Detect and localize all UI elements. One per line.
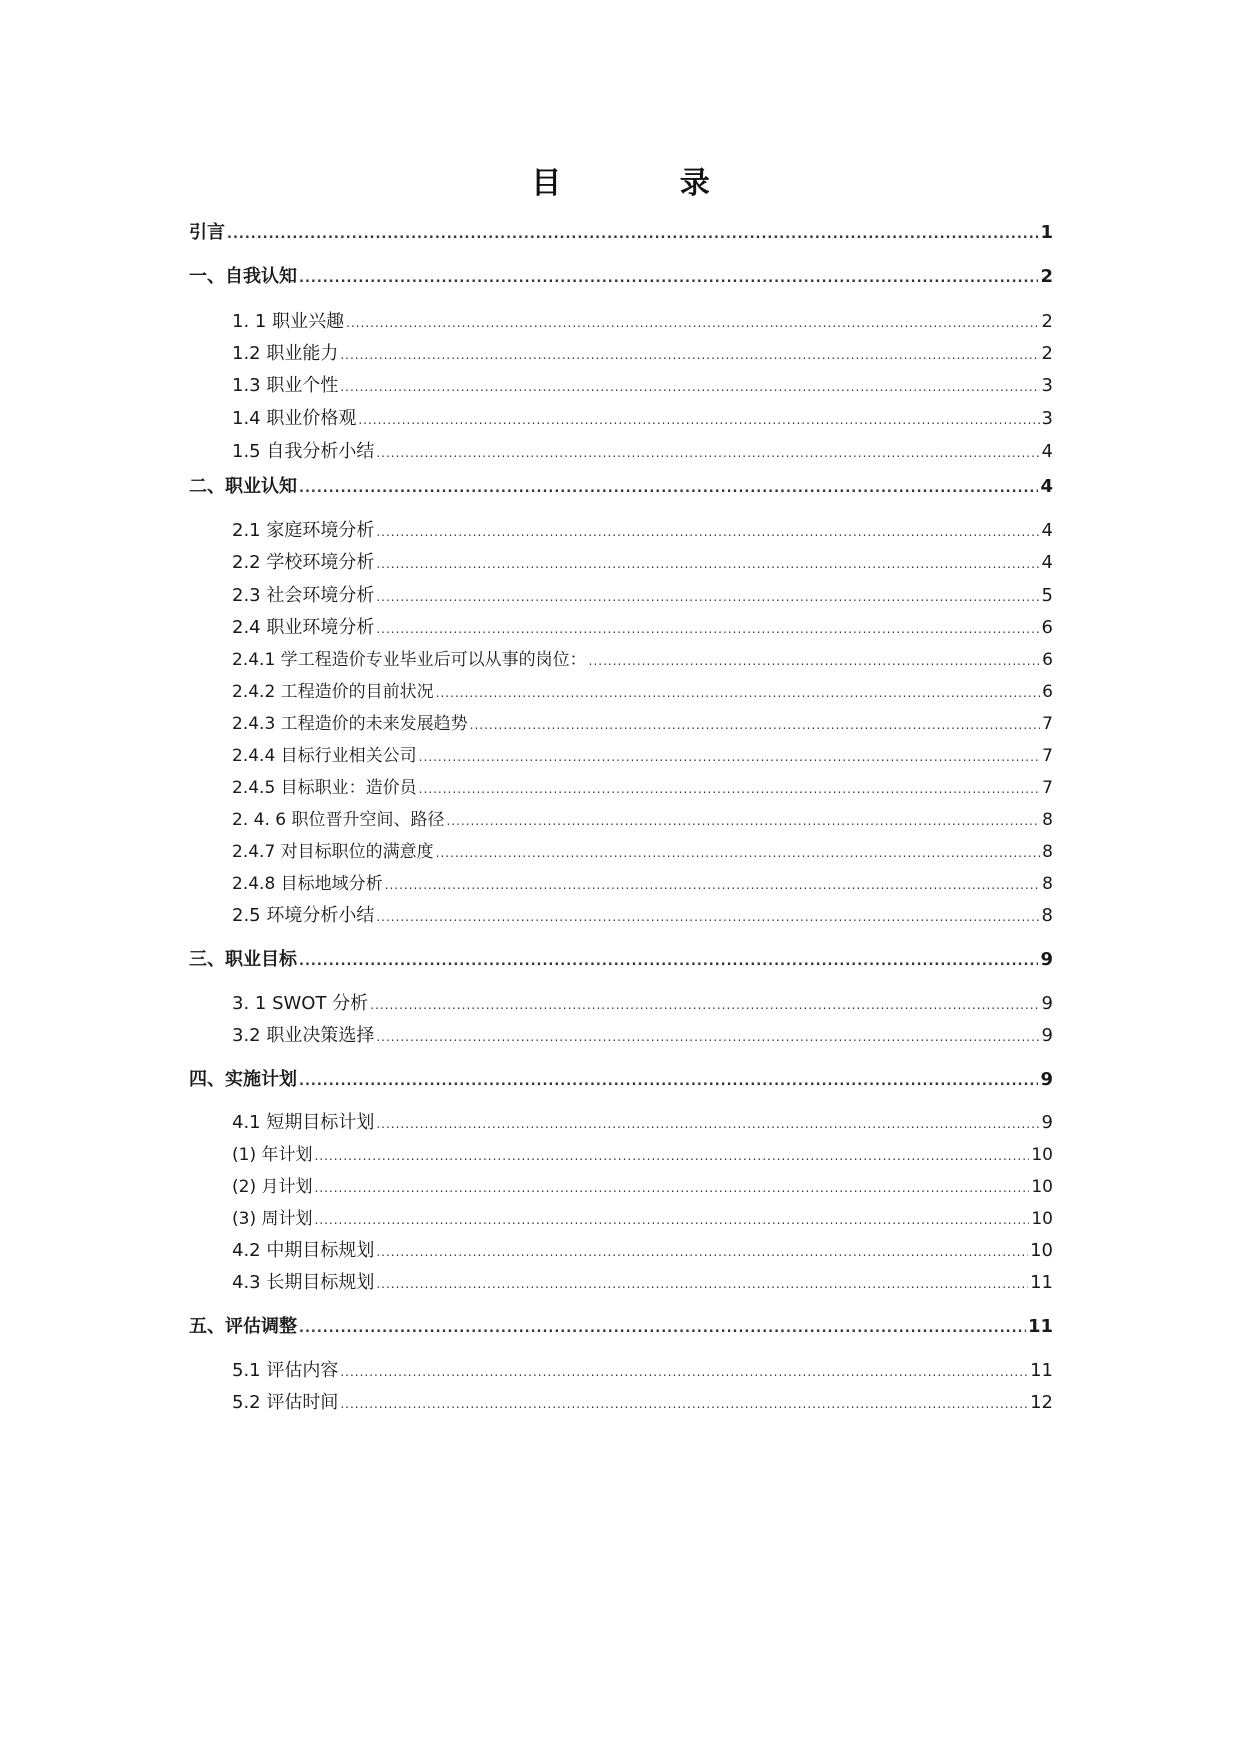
- toc-page-number: 4: [1041, 552, 1053, 573]
- toc-section-entry[interactable]: [232, 1172, 1053, 1197]
- toc-entry-label: 五、评估调整: [189, 1316, 297, 1337]
- toc-page-number: 8: [1041, 905, 1053, 926]
- toc-page-number: 9: [1041, 1112, 1053, 1133]
- toc-page-number: 8: [1042, 874, 1053, 894]
- toc-dot-leader: [299, 954, 1038, 969]
- toc-chapter-entry[interactable]: [189, 472, 1053, 498]
- toc-entry-label: 2.3 社会环境分析: [232, 585, 375, 606]
- toc-entry-label: 5.2 评估时间: [232, 1392, 339, 1413]
- toc-page-number: 10: [1031, 1177, 1053, 1197]
- toc-dot-leader: [376, 525, 1039, 539]
- toc-section-entry[interactable]: [232, 1236, 1053, 1262]
- toc-entry-label: 引言: [189, 222, 225, 243]
- toc-page-number: 10: [1030, 1240, 1053, 1261]
- toc-section-entry[interactable]: [232, 901, 1053, 927]
- toc-section-entry[interactable]: [232, 805, 1053, 830]
- toc-dot-leader: [340, 1365, 1028, 1379]
- toc-section-entry[interactable]: [232, 989, 1053, 1015]
- toc-entry-label: 2.4.8 目标地域分析: [232, 874, 383, 894]
- toc-entry-label: (1) 年计划: [232, 1145, 313, 1165]
- toc-page-number: 7: [1042, 746, 1053, 766]
- toc-entry-label: 2.4.7 对目标职位的满意度: [232, 842, 434, 862]
- toc-dot-leader: [470, 718, 1041, 732]
- toc-entry-label: 2. 4. 6 职位晋升空间、路径: [232, 810, 445, 830]
- toc-dot-leader: [376, 1117, 1039, 1131]
- toc-entry-label: 1. 1 职业兴趣: [232, 311, 345, 332]
- toc-page-number: 9: [1041, 993, 1053, 1014]
- page-title: 目 录: [531, 166, 764, 201]
- toc-section-entry[interactable]: [232, 516, 1053, 542]
- toc-page-number: 10: [1031, 1145, 1053, 1165]
- toc-section-entry[interactable]: [232, 837, 1053, 862]
- toc-page-number: 9: [1040, 949, 1053, 970]
- toc-entry-label: 1.3 职业个性: [232, 375, 339, 396]
- toc-dot-leader: [376, 590, 1039, 604]
- toc-dot-leader: [376, 1245, 1028, 1259]
- toc-section-entry[interactable]: [232, 677, 1053, 702]
- toc-section-entry[interactable]: [232, 1388, 1053, 1414]
- toc-page-number: 3: [1041, 408, 1053, 429]
- toc-dot-leader: [340, 348, 1039, 362]
- toc-dot-leader: [314, 1149, 1029, 1163]
- toc-page-number: 2: [1041, 343, 1053, 364]
- toc-dot-leader: [346, 316, 1039, 330]
- toc-entry-label: 2.4.1 学工程造价专业毕业后可以从事的岗位：: [232, 650, 587, 670]
- toc-entry-label: 一、自我认知: [189, 266, 297, 287]
- toc-dot-leader: [340, 380, 1039, 394]
- toc-chapter-entry[interactable]: [189, 1065, 1053, 1091]
- toc-section-entry[interactable]: [232, 1021, 1053, 1047]
- toc-entry-label: 5.1 评估内容: [232, 1360, 339, 1381]
- toc-entry-label: 2.2 学校环境分析: [232, 552, 375, 573]
- toc-entry-label: (2) 月计划: [232, 1177, 313, 1197]
- toc-section-entry[interactable]: [232, 307, 1053, 333]
- toc-dot-leader: [370, 998, 1039, 1012]
- toc-entry-label: 4.1 短期目标计划: [232, 1112, 375, 1133]
- toc-section-entry[interactable]: [232, 548, 1053, 574]
- toc-entry-label: 二、职业认知: [189, 476, 297, 497]
- toc-page-number: 2: [1040, 266, 1053, 287]
- toc-entry-label: 2.5 环境分析小结: [232, 905, 375, 926]
- toc-section-entry[interactable]: [232, 1108, 1053, 1134]
- toc-dot-leader: [314, 1181, 1029, 1195]
- toc-section-entry[interactable]: [232, 371, 1053, 397]
- toc-page-number: 6: [1041, 617, 1053, 638]
- toc-entry-label: 2.1 家庭环境分析: [232, 520, 375, 541]
- toc-section-entry[interactable]: [232, 741, 1053, 766]
- toc-section-entry[interactable]: [232, 613, 1053, 639]
- toc-section-entry[interactable]: [232, 1268, 1053, 1294]
- toc-entry-label: 4.2 中期目标规划: [232, 1240, 375, 1261]
- toc-page-number: 4: [1041, 441, 1053, 462]
- toc-page-number: 4: [1041, 520, 1053, 541]
- toc-dot-leader: [340, 1397, 1028, 1411]
- toc-page-number: 6: [1042, 650, 1053, 670]
- toc-section-entry[interactable]: [232, 581, 1053, 607]
- toc-entry-label: 3.2 职业决策选择: [232, 1025, 375, 1046]
- toc-page-number: 5: [1041, 585, 1053, 606]
- toc-entry-label: 2.4.4 目标行业相关公司: [232, 746, 417, 766]
- toc-dot-leader: [376, 622, 1039, 636]
- toc-entry-label: 四、实施计划: [189, 1069, 297, 1090]
- toc-section-entry[interactable]: [232, 869, 1053, 894]
- toc-entry-label: (3) 周计划: [232, 1209, 313, 1229]
- toc-entry-label: 三、职业目标: [189, 949, 297, 970]
- toc-entry-label: 2.4.5 目标职业：造价员: [232, 778, 417, 798]
- toc-page-number: 7: [1042, 778, 1053, 798]
- toc-section-entry[interactable]: [232, 339, 1053, 365]
- toc-entry-label: 1.4 职业价格观: [232, 408, 357, 429]
- toc-dot-leader: [436, 686, 1041, 700]
- toc-dot-leader: [299, 1074, 1038, 1089]
- toc-page-number: 8: [1042, 810, 1053, 830]
- toc-page-number: 2: [1041, 311, 1053, 332]
- toc-dot-leader: [299, 271, 1038, 286]
- toc-section-entry[interactable]: [232, 437, 1053, 463]
- toc-chapter-entry[interactable]: [189, 218, 1053, 244]
- toc-dot-leader: [376, 1030, 1039, 1044]
- toc-section-entry[interactable]: [232, 1140, 1053, 1165]
- toc-dot-leader: [314, 1213, 1029, 1227]
- toc-page-number: 7: [1042, 714, 1053, 734]
- toc-dot-leader: [376, 446, 1039, 460]
- toc-chapter-entry[interactable]: [189, 945, 1053, 971]
- toc-dot-leader: [385, 878, 1041, 892]
- toc-page-number: 10: [1031, 1209, 1053, 1229]
- toc-dot-leader: [376, 910, 1039, 924]
- toc-section-entry[interactable]: [232, 404, 1053, 430]
- toc-dot-leader: [419, 750, 1041, 764]
- toc-chapter-entry[interactable]: [189, 262, 1053, 288]
- toc-dot-leader: [227, 227, 1038, 242]
- toc-page-number: 11: [1027, 1316, 1053, 1337]
- toc-entry-label: 1.5 自我分析小结: [232, 441, 375, 462]
- toc-entry-label: 1.2 职业能力: [232, 343, 339, 364]
- toc-page-number: 9: [1041, 1025, 1053, 1046]
- toc-page-number: 8: [1042, 842, 1053, 862]
- toc-entry-label: 4.3 长期目标规划: [232, 1272, 375, 1293]
- toc-page-number: 9: [1040, 1069, 1053, 1090]
- toc-section-entry[interactable]: [232, 773, 1053, 798]
- toc-page-number: 12: [1030, 1392, 1053, 1413]
- toc-entry-label: 3. 1 SWOT 分析: [232, 993, 369, 1014]
- toc-dot-leader: [376, 1277, 1028, 1291]
- toc-page-number: 11: [1030, 1360, 1053, 1381]
- toc-page-number: 11: [1030, 1272, 1053, 1293]
- toc-section-entry[interactable]: [232, 1356, 1053, 1382]
- toc-entry-label: 2.4.2 工程造价的目前状况: [232, 682, 434, 702]
- toc-dot-leader: [436, 846, 1041, 860]
- toc-entry-label: 2.4 职业环境分析: [232, 617, 375, 638]
- toc-dot-leader: [446, 814, 1040, 828]
- toc-page-number: 4: [1040, 476, 1053, 497]
- toc-dot-leader: [589, 654, 1041, 668]
- toc-chapter-entry[interactable]: [189, 1312, 1053, 1338]
- toc-dot-leader: [376, 557, 1039, 571]
- toc-section-entry[interactable]: [232, 709, 1053, 734]
- toc-entry-label: 2.4.3 工程造价的未来发展趋势: [232, 714, 468, 734]
- toc-section-entry[interactable]: [232, 1204, 1053, 1229]
- toc-dot-leader: [299, 1321, 1026, 1336]
- toc-dot-leader: [419, 782, 1041, 796]
- toc-page-number: 1: [1040, 222, 1053, 243]
- toc-page-number: 3: [1041, 375, 1053, 396]
- toc-page-number: 6: [1042, 682, 1053, 702]
- toc-section-entry[interactable]: [232, 645, 1053, 670]
- toc-dot-leader: [299, 481, 1038, 496]
- toc-dot-leader: [358, 413, 1039, 427]
